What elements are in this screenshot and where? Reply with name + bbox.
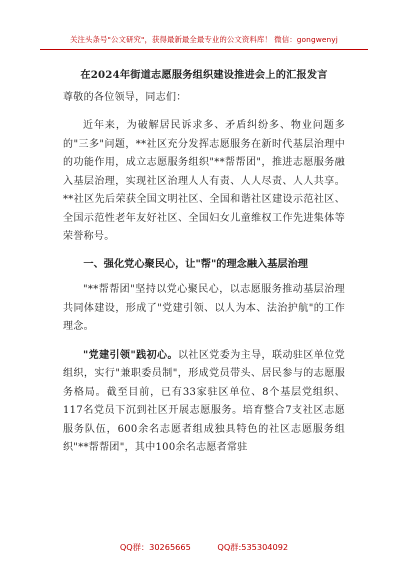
spacer: [63, 107, 345, 117]
paragraph-body: 以社区党委为主导，联动驻区单位党组织，实行"兼职委员制"，形成党员带头、居民参与的志愿服务格局。截至目前，已有33家驻区单位、8个基层党组织、117名党员下沉到社区开展志愿服务。培育整合7支社区志愿服务队伍，600余名志愿者组成独具特色的社区志愿服务组织"**帮帮团"，其中100余名志愿者常驻: [63, 349, 345, 453]
footer-qq-group-2: QQ群:535304092: [217, 542, 289, 552]
document-body: [63, 62, 345, 520]
spacer: [63, 337, 345, 347]
footer-qq-group-1: QQ群：30265665: [119, 542, 191, 552]
section-paragraph: [63, 347, 345, 458]
paragraph-lead: "党建引领"践初心。: [83, 349, 178, 361]
header-banner: [0, 0, 408, 58]
document-title: 在2024年街道志愿服务组织建设推进会上的汇报发言: [80, 69, 328, 81]
footer: [0, 542, 408, 556]
section-paragraph: "**帮帮团"坚持以党心聚民心，以志愿服务推动基层治理共同体建设，形成了"党建引领、以人为本、法治护航"的工作理念。: [63, 284, 345, 332]
intro-paragraph: 近年来，为破解居民诉求多、矛盾纠纷多、物业问题多的"三多"问题，**社区充分发挥志愿服务在新时代基层治理中的功能作用，成立志愿服务组织"**帮帮团"，推进志愿服务融入基层治理，实现社区治理人人有责、人人尽责、人人共享。**社区先后荣获全国文明社区、全国和谐社区建设示范社区、全国示范性老年友好社区、全国妇女儿童维权工作先进集体等荣誉称号。: [63, 120, 345, 242]
header-notice: 关注头条号"公文研究"，获得最新最全最专业的公文资料库！ 微信：gongwenyj: [70, 35, 338, 44]
section-heading: 一、强化党心聚民心，让"帮"的理念融入基层治理: [83, 257, 308, 270]
header-divider: [40, 49, 368, 50]
salutation: 尊敬的各位领导，同志们：: [63, 91, 187, 103]
